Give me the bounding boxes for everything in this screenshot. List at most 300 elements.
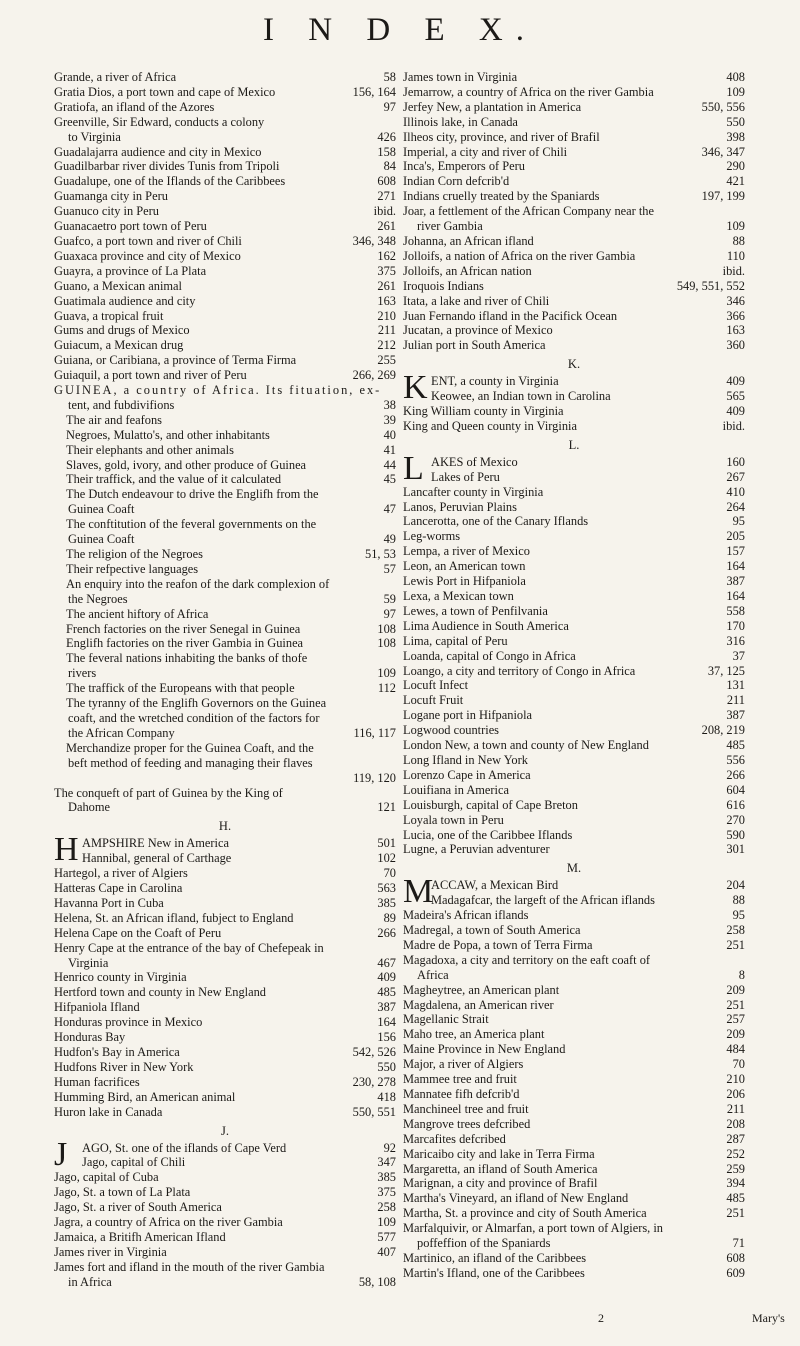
index-entry: [54, 115, 396, 130]
index-entry: [54, 443, 396, 458]
entry-text: The air and feafons: [66, 412, 162, 427]
entry-text: Hifpaniola Ifland: [54, 1000, 140, 1015]
page-reference: 163: [377, 293, 396, 308]
index-entry: [54, 866, 396, 881]
entry-text: Indian Corn defcrib'd: [403, 174, 510, 189]
index-entry: [54, 985, 396, 1000]
index-entry: [403, 604, 745, 619]
index-entry: [403, 1162, 745, 1177]
page-reference: 71: [732, 1236, 745, 1251]
page-reference: 88: [732, 893, 745, 908]
index-entry: [54, 413, 396, 428]
entry-text: Guano, a Mexican animal: [54, 278, 182, 293]
index-entry: [403, 1087, 745, 1102]
page-reference: ibid.: [722, 418, 745, 433]
entry-text: Madeira's African iflands: [403, 908, 529, 923]
entry-text: poffeffion of the Spaniards: [417, 1236, 551, 1251]
page-reference: 209: [726, 982, 745, 997]
page-reference: 485: [726, 1191, 745, 1206]
entry-text: King William county in Virginia: [403, 404, 564, 419]
page-reference: 258: [377, 1200, 396, 1215]
entry-text: Jago, capital of Chili: [82, 1155, 186, 1170]
entry-text: Henrico county in Virginia: [54, 970, 187, 985]
index-column-left: [54, 70, 396, 1290]
index-entry: [54, 517, 396, 532]
entry-text: AMPSHIRE New in America: [82, 836, 229, 851]
index-entry: [403, 514, 745, 529]
entry-text: Lima, capital of Peru: [403, 633, 508, 648]
index-entry: [54, 1185, 396, 1200]
index-entry: [82, 851, 396, 866]
entry-text: Lakes of Peru: [431, 469, 500, 484]
index-entry: [54, 353, 396, 368]
index-entry: [54, 1075, 396, 1090]
entry-text: Magellanic Strait: [403, 1012, 489, 1027]
page-reference: 164: [726, 559, 745, 574]
section-letter-heading: J.: [221, 1123, 229, 1138]
index-entry: [54, 741, 396, 756]
index-entry: [54, 85, 396, 100]
index-entry: [403, 798, 745, 813]
page-reference: 102: [377, 851, 396, 866]
entry-text: Loanda, capital of Congo in Africa: [403, 648, 576, 663]
entry-text: Lancafter county in Virginia: [403, 484, 544, 499]
page-reference: 251: [726, 997, 745, 1012]
entry-text: The Dutch endeavour to drive the Englifh from the: [66, 487, 319, 502]
index-entry: [54, 1275, 396, 1290]
page-reference: 266: [726, 767, 745, 782]
page-reference: 210: [726, 1072, 745, 1087]
page-reference: 346: [726, 293, 745, 308]
entry-text: the Negroes: [68, 591, 128, 606]
entry-text: The conftitution of the feveral governments on the: [66, 517, 317, 532]
index-entry: [403, 145, 745, 160]
page-reference: 366: [726, 308, 745, 323]
entry-text: Lancerotta, one of the Canary Iflands: [403, 514, 589, 529]
signature-mark: 2: [598, 1311, 604, 1325]
page-reference: 550, 551: [352, 1104, 396, 1119]
index-entry: [403, 1072, 745, 1087]
entry-text: Long Ifland in New York: [403, 752, 528, 767]
index-entry: [82, 836, 396, 851]
index-entry: [54, 636, 396, 651]
entry-text: Helena Cape on the Coaft of Peru: [54, 925, 222, 940]
entry-text: Negroes, Mulatto's, and other inhabitants: [66, 427, 270, 442]
index-entry: [403, 1191, 745, 1206]
index-entry: [54, 279, 396, 294]
index-entry: [403, 309, 745, 324]
entry-text: Magheytree, an American plant: [403, 982, 560, 997]
entry-text: Mammee tree and fruit: [403, 1072, 517, 1087]
index-entry: [54, 956, 396, 971]
page-reference: 89: [383, 910, 396, 925]
entry-text: James fort and ifland in the mouth of the river Gambia: [54, 1259, 325, 1274]
page-reference: 550: [726, 114, 745, 129]
index-entry: [403, 174, 745, 189]
page-reference: 41: [383, 442, 396, 457]
index-entry: [54, 264, 396, 279]
index-entry: [403, 264, 745, 279]
page-reference: 259: [726, 1161, 745, 1176]
entry-text: Madagafcar, the largeft of the African iflands: [431, 893, 655, 908]
page-reference: 485: [726, 738, 745, 753]
index-entry: [54, 338, 396, 353]
entry-text: Magdalena, an American river: [403, 997, 554, 1012]
page-reference: 108: [377, 621, 396, 636]
index-entry: [54, 1230, 396, 1245]
page-reference: 163: [726, 323, 745, 338]
page-reference: 385: [377, 895, 396, 910]
entry-text: Greenville, Sir Edward, conducts a colony: [54, 114, 265, 129]
page-reference: 577: [377, 1229, 396, 1244]
page-reference: 398: [726, 129, 745, 144]
index-entry: [54, 577, 396, 592]
page-reference: 266: [377, 925, 396, 940]
index-entry: [54, 1200, 396, 1215]
page-reference: 346, 347: [701, 144, 745, 159]
entry-text: Hudfons River in New York: [54, 1059, 194, 1074]
index-entry: [54, 800, 396, 815]
entry-text: the African Company: [68, 725, 175, 740]
entry-text: Hannibal, general of Carthage: [82, 851, 232, 866]
index-entry: [54, 696, 396, 711]
entry-text: Guiacum, a Mexican drug: [54, 338, 184, 353]
drop-cap-block: [403, 873, 745, 911]
page-reference: 290: [726, 159, 745, 174]
entry-text: Hartegol, a river of Algiers: [54, 866, 188, 881]
entry-text: Guadilbarbar river divides Tunis from Tripoli: [54, 159, 280, 174]
page-reference: 394: [726, 1176, 745, 1191]
page-reference: 209: [726, 1027, 745, 1042]
entry-text: Helena, St. an African ifland, fubject to England: [54, 910, 294, 925]
entry-text: Englifh factories on the river Gambia in Guinea: [66, 636, 304, 651]
index-entry: [54, 159, 396, 174]
entry-text: Gratiofa, an ifland of the Azores: [54, 99, 215, 114]
page-reference: 58, 108: [358, 1274, 396, 1289]
page-reference: ibid.: [722, 263, 745, 278]
page-reference: 57: [383, 561, 396, 576]
entry-text: Maine Province in New England: [403, 1042, 566, 1057]
index-entry: [403, 983, 745, 998]
index-entry: [403, 100, 745, 115]
page-reference: 49: [383, 532, 396, 547]
index-entry: [54, 428, 396, 443]
entry-text: Locuft Fruit: [403, 693, 464, 708]
index-entry: [403, 249, 745, 264]
page-reference: 556: [726, 752, 745, 767]
page-reference: 542, 526: [352, 1045, 396, 1059]
page-reference: 95: [732, 514, 745, 529]
index-entry: [403, 1027, 745, 1042]
page-reference: 70: [383, 866, 396, 881]
page-reference: 45: [383, 472, 396, 487]
entry-text: Jolloifs, an African nation: [403, 263, 532, 278]
page-reference: 501: [377, 836, 396, 851]
entry-text: London New, a town and county of New England: [403, 738, 649, 753]
page-reference: 467: [377, 955, 396, 970]
entry-text: Lempa, a river of Mexico: [403, 544, 530, 559]
catchword: Mary's: [752, 1311, 785, 1325]
entry-text: Magadoxa, a city and territory on the eaft coaft of: [403, 952, 651, 967]
section-letter-heading: M.: [566, 861, 582, 876]
index-entry: [431, 878, 745, 893]
drop-cap-block: [54, 1135, 396, 1173]
drop-cap-letter: J: [54, 1135, 68, 1173]
entry-text: Maricaibo city and lake in Terra Firma: [403, 1146, 595, 1161]
index-entry: [403, 404, 745, 419]
entry-text: Guanuco city in Peru: [54, 204, 159, 219]
page-reference: 95: [732, 908, 745, 923]
entry-text: Slaves, gold, ivory, and other produce of Guinea: [66, 457, 307, 472]
entry-text: beft method of feeding and managing their flaves: [68, 755, 313, 770]
entry-text: to Virginia: [68, 129, 121, 144]
page-reference: 58: [383, 70, 396, 84]
index-entry: [54, 219, 396, 234]
entry-text: Martinico, an ifland of the Caribbees: [403, 1250, 587, 1265]
page-reference: 271: [377, 189, 396, 204]
index-entry: [403, 1251, 745, 1266]
entry-text: Marfalquivir, or Almarfan, a port town of Algiers, in: [403, 1221, 663, 1236]
entry-text: Mannatee fifh defcrib'd: [403, 1087, 520, 1101]
index-entry: [403, 559, 745, 574]
page-reference: 257: [726, 1012, 745, 1027]
index-entry: [403, 723, 745, 738]
page-reference: 270: [726, 812, 745, 827]
page-reference: 84: [383, 159, 396, 174]
index-entry: [403, 1221, 745, 1236]
page-reference: 409: [726, 374, 745, 389]
entry-text: Hertford town and county in New England: [54, 985, 266, 1000]
index-entry: [403, 634, 745, 649]
entry-text: GUINEA, a country of Africa. Its fituation, ex-: [54, 383, 382, 398]
entry-text: Leg-worms: [403, 529, 461, 544]
index-entry: [54, 1245, 396, 1260]
page-reference: 110: [726, 248, 745, 263]
page-reference: 316: [726, 633, 745, 648]
index-entry: [54, 771, 396, 786]
drop-cap-block: [403, 369, 745, 407]
drop-cap-letter: H: [54, 831, 79, 869]
page-reference: 164: [377, 1015, 396, 1030]
index-entry: [54, 1090, 396, 1105]
entry-text: French factories on the river Senegal in Guinea: [66, 621, 301, 636]
index-entry: [54, 970, 396, 985]
entry-text: Gratia Dios, a port town and cape of Mexico: [54, 84, 276, 99]
index-entry: [54, 234, 396, 249]
entry-text: Hudfon's Bay in America: [54, 1045, 180, 1059]
drop-cap-block: [54, 831, 396, 869]
entry-text: Martha, St. a province and city of South America: [403, 1206, 647, 1221]
page-reference: 40: [383, 427, 396, 442]
entry-text: ENT, a county in Virginia: [431, 374, 559, 389]
entry-text: Jamaica, a Britifh American Ifland: [54, 1229, 226, 1244]
entry-text: Itata, a lake and river of Chili: [403, 293, 550, 308]
entry-text: river Gambia: [417, 219, 483, 234]
page-reference: 206: [726, 1087, 745, 1101]
page-reference: 267: [726, 469, 745, 484]
entry-text: Guaxaca province and city of Mexico: [54, 248, 241, 263]
page-reference: 609: [726, 1265, 745, 1280]
entry-text: Guava, a tropical fruit: [54, 308, 164, 323]
index-entry: [431, 455, 745, 470]
index-entry: [431, 389, 745, 404]
section-letter-heading: H.: [218, 819, 232, 834]
index-entry: [54, 174, 396, 189]
entry-text: The religion of the Negroes: [66, 547, 203, 561]
index-entry: [54, 1260, 396, 1275]
index-entry: [54, 1045, 396, 1060]
entry-text: Hatteras Cape in Carolina: [54, 881, 183, 896]
entry-text: Johanna, an African ifland: [403, 233, 534, 248]
entry-text: Locuft Infect: [403, 678, 469, 693]
entry-text: Lima Audience in South America: [403, 618, 569, 633]
page-reference: 301: [726, 842, 745, 857]
index-entry: [403, 738, 745, 753]
index-entry: [403, 1012, 745, 1027]
index-entry: [403, 998, 745, 1013]
entry-text: Guafco, a port town and river of Chili: [54, 233, 242, 248]
index-entry: [403, 938, 745, 953]
index-entry: [403, 1147, 745, 1162]
page-reference: 230, 278: [352, 1074, 396, 1089]
page-reference: 407: [377, 1244, 396, 1259]
page-reference: 44: [383, 457, 396, 472]
entry-text: Margaretta, an ifland of South America: [403, 1161, 598, 1176]
entry-text: Gums and drugs of Mexico: [54, 323, 190, 338]
entry-text: Virginia: [68, 955, 109, 970]
page-reference: 109: [377, 1215, 396, 1230]
page-title: I N D E X.: [263, 12, 537, 48]
page-reference: 116, 117: [353, 725, 396, 740]
index-entry: [431, 893, 745, 908]
entry-text: Lewes, a town of Penfilvania: [403, 603, 548, 618]
index-entry: [54, 502, 396, 517]
entry-text: Logane port in Hifpaniola: [403, 708, 533, 723]
entry-text: Lexa, a Mexican town: [403, 589, 514, 603]
index-entry: [54, 911, 396, 926]
index-entry: [431, 470, 745, 485]
page-reference: 287: [726, 1131, 745, 1146]
index-entry: [54, 472, 396, 487]
page-reference: 109: [726, 84, 745, 99]
page-reference: 211: [377, 323, 396, 338]
entry-text: King and Queen county in Virginia: [403, 418, 577, 433]
entry-text: Guanacaetro port town of Peru: [54, 219, 207, 234]
page-reference: 37: [732, 648, 745, 663]
entry-text: Marignan, a city and province of Brafil: [403, 1176, 598, 1191]
entry-text: Martin's Ifland, one of the Caribbees: [403, 1265, 585, 1280]
entry-text: ACCAW, a Mexican Bird: [431, 878, 559, 893]
entry-text: Guinea Coaft: [68, 502, 135, 517]
entry-text: Indians cruelly treated by the Spaniards: [403, 189, 600, 204]
drop-cap-letter: L: [403, 449, 424, 487]
index-entry: [54, 323, 396, 338]
page-reference: 205: [726, 529, 745, 544]
page-reference: 210: [377, 308, 396, 323]
page-reference: 375: [377, 1185, 396, 1200]
entry-text: Loyala town in Peru: [403, 812, 504, 827]
index-entry: [403, 649, 745, 664]
page-reference: 590: [726, 827, 745, 842]
entry-text: Imperial, a city and river of Chili: [403, 144, 568, 159]
entry-text: James town in Virginia: [403, 70, 518, 84]
entry-text: Henry Cape at the entrance of the bay of Chefepeak in: [54, 940, 324, 955]
page-reference: 385: [377, 1170, 396, 1185]
entry-text: Jago, capital of Cuba: [54, 1170, 159, 1185]
page-reference: 212: [377, 338, 396, 353]
page-reference: 261: [377, 278, 396, 293]
page-reference: 409: [726, 404, 745, 419]
page-reference: 252: [726, 1146, 745, 1161]
page-reference: 484: [726, 1042, 745, 1057]
page-reference: 162: [377, 248, 396, 263]
index-entry: [403, 1132, 745, 1147]
page-reference: 38: [383, 397, 396, 412]
index-entry: [54, 487, 396, 502]
section-letter-heading: L.: [568, 437, 580, 452]
index-entry: [403, 115, 745, 130]
page-reference: 375: [377, 263, 396, 278]
entry-text: Loango, a city and territory of Congo in Africa: [403, 663, 636, 678]
page-reference: ibid.: [373, 204, 396, 219]
index-entry: [54, 547, 396, 562]
index-entry: [403, 768, 745, 783]
index-entry: [54, 896, 396, 911]
entry-text: Julian port in South America: [403, 338, 546, 353]
page-reference: 418: [377, 1089, 396, 1104]
index-entry: [403, 842, 745, 857]
entry-text: Huron lake in Canada: [54, 1104, 163, 1119]
index-entry: [403, 1117, 745, 1132]
entry-text: Guayra, a province of La Plata: [54, 263, 207, 278]
page-reference: 485: [377, 985, 396, 1000]
entry-text: Manchineel tree and fruit: [403, 1101, 529, 1116]
index-entry: [54, 592, 396, 607]
index-entry: [54, 651, 396, 666]
index-entry: [54, 458, 396, 473]
page-reference: 346, 348: [352, 233, 396, 248]
page-reference: 251: [726, 937, 745, 952]
index-entry: [54, 711, 396, 726]
entry-text: Dahome: [68, 800, 110, 815]
page-reference: 550: [377, 1059, 396, 1074]
page-reference: 616: [726, 797, 745, 812]
page-reference: 109: [726, 219, 745, 234]
entry-text: Guiaquil, a port town and river of Peru: [54, 368, 247, 383]
index-entry: [54, 1170, 396, 1185]
entry-text: Honduras Bay: [54, 1030, 126, 1045]
index-entry: [54, 1215, 396, 1230]
entry-text: Lewis Port in Hifpaniola: [403, 574, 526, 589]
entry-text: James river in Virginia: [54, 1244, 167, 1259]
page-reference: 92: [383, 1140, 396, 1155]
entry-text: Major, a river of Algiers: [403, 1057, 524, 1072]
page-reference: 255: [377, 353, 396, 368]
index-entry: [82, 1141, 396, 1156]
index-entry: [54, 786, 396, 801]
index-entry: [403, 1176, 745, 1191]
index-entry: [54, 383, 396, 398]
page-reference: 156: [377, 1030, 396, 1045]
page-reference: 550, 556: [701, 99, 745, 114]
page-reference: 565: [726, 389, 745, 404]
page-reference: 208: [726, 1116, 745, 1131]
index-entry: [403, 294, 745, 309]
index-entry: [403, 968, 745, 983]
index-entry: [403, 828, 745, 843]
page-reference: 8: [738, 967, 745, 982]
index-entry: [403, 813, 745, 828]
